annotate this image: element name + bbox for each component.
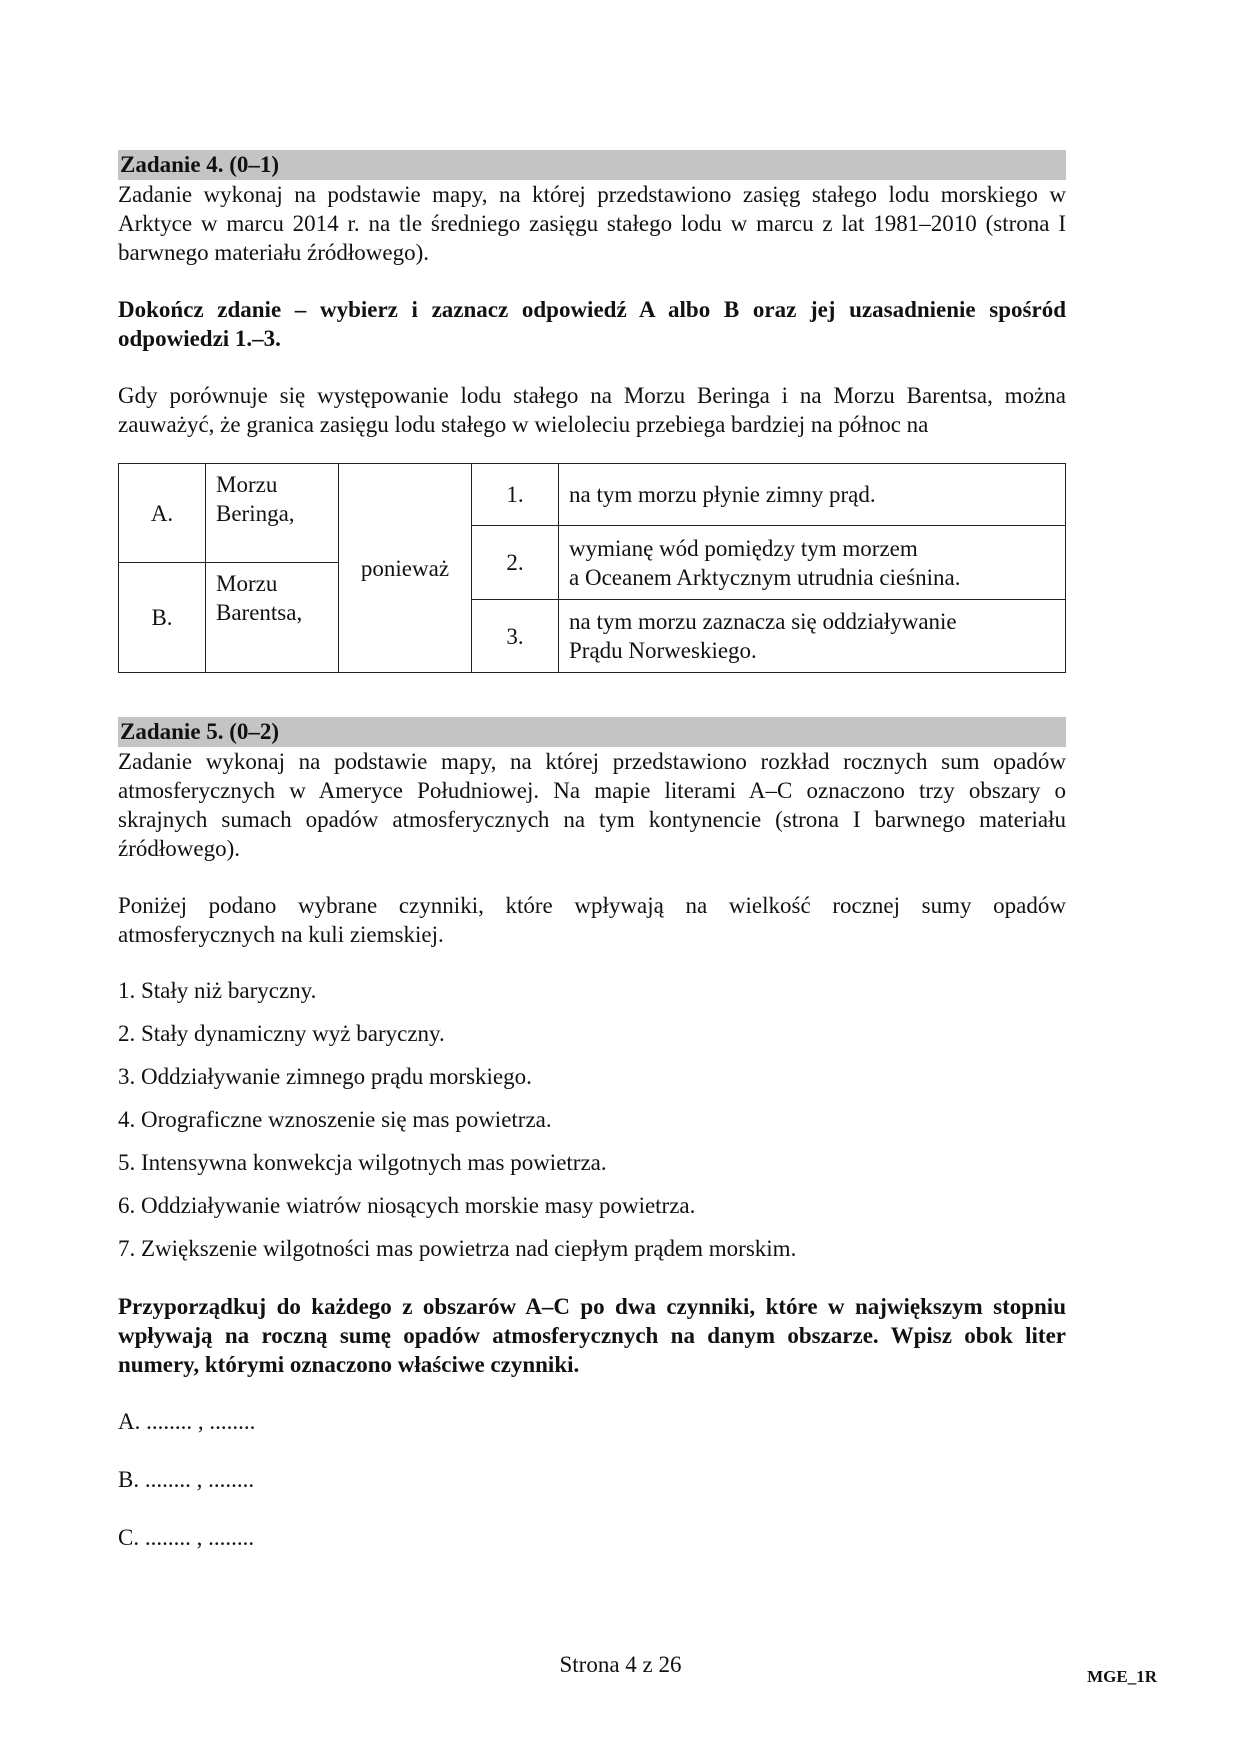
option-a-letter: A. [150,500,174,526]
answer-line-c[interactable]: C. ........ , ........ [118,1525,255,1550]
reason-2-text[interactable] [559,526,1066,600]
option-a-text[interactable] [206,464,339,563]
task-4-stem: Gdy porównuje się występowanie lodu stałego na Morzu Beringa i na Morzu Barentsa, można zauważyć, że granica zasięgu lodu stałego w wieloleciu przebiega bardziej na północ na [118,383,1066,437]
task-4-choice-table [118,463,1066,673]
option-b-text[interactable] [206,563,339,673]
reason-2-line1: wymianę wód pomiędzy tym morzem [569,535,918,561]
factor-item-5: 5. Intensywna konwekcja wilgotnych mas powietrza. [118,1150,607,1175]
task-5-intro: Zadanie wykonaj na podstawie mapy, na której przedstawiono rozkład rocznych sum opadów atmosferycznych w Ameryce Południowej. Na mapie literami A–C oznaczono trzy obszary o skrajnych sumach opadów atmosferycznych na tym kontynencie (strona I barwnego materiału źródłowego). [118,749,1066,861]
exam-code: MGE_1R [1087,1667,1157,1686]
reason-3-line2: Prądu Norweskiego. [569,638,757,663]
reason-1-text[interactable] [559,464,1066,526]
page-content [118,150,1066,1567]
reason-3-line1: na tym morzu zaznacza się oddziaływanie [569,609,957,634]
factor-item-4: 4. Orograficzne wznoszenie się mas powietrza. [118,1107,552,1132]
reason-2-line2: a Oceanem Arktycznym utrudnia cieśnina. [569,564,961,590]
factor-list [118,969,1066,1270]
reason-3-text[interactable] [559,600,1066,673]
factor-item-3: 3. Oddziaływanie zimnego prądu morskiego. [118,1064,532,1089]
option-b-cell[interactable] [119,563,206,673]
reason-2-num-text: 2. [506,550,524,575]
option-a-cell[interactable] [119,464,206,563]
option-b-line2: Barentsa, [216,600,303,625]
reason-3-num-text: 3. [506,623,524,649]
factor-item-7: 7. Zwiększenie wilgotności mas powietrza nad ciepłym prądem morskim. [118,1236,797,1261]
answer-line-b[interactable]: B. ........ , ........ [118,1467,255,1492]
task-4-intro: Zadanie wykonaj na podstawie mapy, na której przedstawiono zasięg stałego lodu morskiego w Arktyce w marcu 2014 r. na tle średniego zasięgu stałego lodu w marcu z lat 1981–2010 (strona I barwnego materiału źródłowego). [118,182,1066,265]
option-a-line1: Morzu [216,472,278,497]
reason-1-number[interactable] [472,464,559,526]
task-5-instruction: Przyporządkuj do każdego z obszarów A–C po dwa czynniki, które w największym stopniu wpływają na roczną sumę opadów atmosferycznych na danym obszarze. Wpisz obok liter numery, którymi oznaczono właściwe czynniki. [118,1294,1066,1377]
factor-item-2: 2. Stały dynamiczny wyż baryczny. [118,1021,445,1046]
answer-area [118,1393,1066,1567]
reason-2-number[interactable] [472,526,559,600]
task-4-instruction: Dokończ zdanie – wybierz i zaznacz odpowiedź A albo B oraz jej uzasadnienie spośród odpowiedzi 1.–3. [118,297,1066,351]
factor-item-6: 6. Oddziaływanie wiatrów niosących morskie masy powietrza. [118,1193,696,1218]
reason-1-line1: na tym morzu płynie zimny prąd. [569,482,876,507]
reason-1-num-text: 1. [506,482,524,507]
page-number: Strona 4 z 26 [559,1652,682,1677]
task-5-header: Zadanie 5. (0–2) [118,717,1066,747]
task-5-lead: Poniżej podano wybrane czynniki, które wpływają na wielkość rocznej sumy opadów atmosferycznych na kuli ziemskiej. [118,893,1066,947]
option-b-line1: Morzu [216,571,278,596]
task-4-header: Zadanie 4. (0–1) [118,150,1066,180]
option-b-letter: B. [151,605,173,630]
reason-3-number[interactable] [472,600,559,673]
conjunction-cell: ponieważ [339,464,472,673]
option-a-line2: Beringa, [216,501,295,526]
answer-line-a[interactable]: A. ........ , ........ [118,1409,256,1434]
factor-item-1: 1. Stały niż baryczny. [118,978,317,1003]
